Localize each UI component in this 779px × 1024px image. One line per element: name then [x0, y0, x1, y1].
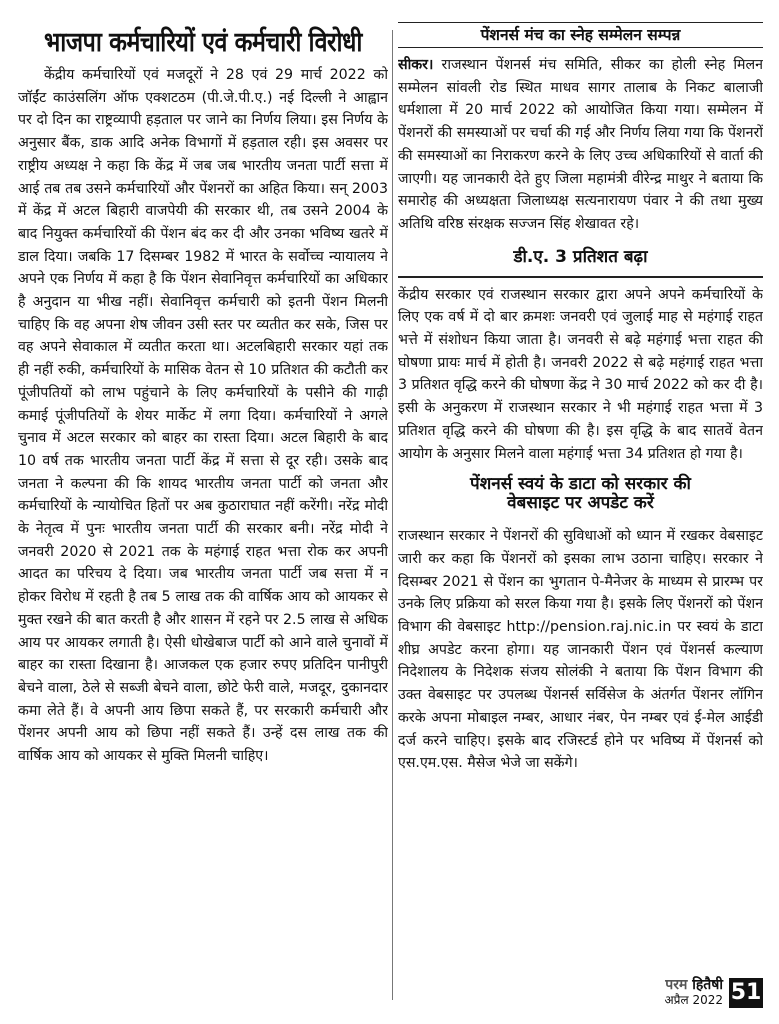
left-article-body: केंद्रीय कर्मचारियों एवं मजदूरों ने 28 एवं 29 मार्च 2022 को जॉईंट काउंसलिंग ऑफ एक्शटठम (पी.जे.पी.ए.) नई दिल्ली ने आह्वान पर दो दिन का राष्ट्रव्यापी हड़ताल पर जाने का निर्णय लिया। इस निर्णय के अनुसार बैंक, डाक आदि अनेक विभागों में हड़ताल रही। इस अवसर पर राष्ट्रीय अध्यक्ष ने कहा कि केंद्र में जब जब भारतीय जनता पार्टी सत्ता में आई तब तब उसने कर्मचारियों और पेंशनरों का अहित किया। सन् 2003 में केंद्र में अटल बिहारी वाजपेयी की सरकार थी, तब उसने 2004 के बाद नियुक्त कर्मचारियों की पेंशन बंद कर दी और उनका भविष्य खतरे में डाल दिया। जबकि 17 दिसम्बर 1982 में भारत के सर्वोच्च न्यायालय ने अपने एक निर्णय में कहा है कि पेंशन सेवानिवृत्त कर्मचारियों का अधिकार है अनुदान या भीख नहीं। सेवानिवृत्त कर्मचारी को इतनी पेंशन मिलनी चाहिए कि वह अपना शेष जीवन उसी स्तर पर व्यतीत कर सके, जिस पर वह अपने सेवाकाल में व्यतीत करता था। अटलबिहारी सरकार यहां तक ही नहीं रुकी, कर्मचारियों के मासिक वेतन से 10 प्रतिशत की कटौती कर पूंजीपतियों को लाभ पहुंचाने के लिए कर्मचारियों के पसीने की गाढ़ी कमाई पूंजीपतियों के शेयर मार्केट में लगा दिया। कर्मचारियों ने अगले चुनाव में अटल सरकार को बाहर का रास्ता दिया। अटल बिहारी के बाद 10 वर्ष तक भारतीय जनता पार्टी केंद्र में सत्ता से दूर रही। उसके बाद जनता ने कल्पना की कि शायद भारतीय जनता पार्टी को जनता और कर्मचारियों के न्यायोचित हितों पर अब कुठाराघात नहीं करेंगी। नरेंद्र मोदी के नेतृत्व में पुनः भारतीय जनता पार्टी की सरकार बनी। नरेंद्र मोदी ने जनवरी 2020 से 2021 तक के महंगाई राहत भत्ता रोक कर अपनी आदत का परिचय दे दिया। जब भारतीय जनता पार्टी जब सत्ता में न होकर विरोध में रहती है तब 5 लाख तक की वार्षिक आय को आयकर से मुक्त रखने की बात करती है और शासन में रहने पर 2.5 लाख से अधिक आय पर आयकर लगाती है। ऐसी धोखेबाज पार्टी को आने वाले चुनावों में बाहर का रास्ता दिखाना है। आजकल एक हजार रुपए प्रतिदिन पानीपुरी बेचने वाला, ठेले से सब्जी बेचने वाला, छोटे फेरी वाले, मजदूर, दुकानदार कमा लेते हैं। वे अपनी आय छिपा सकते हैं, पर सरकारी कर्मचारी और पेंशनर अपनी आय को छिपा नहीं सकते हैं। उन्हें दस लाख तक की वार्षिक आय को आयकर से मुक्ति मिलनी चाहिए।: [18, 67, 388, 765]
article2-rule: [398, 276, 763, 278]
article3-heading: [398, 475, 763, 513]
masthead: [665, 978, 724, 1008]
issue-date: अप्रैल 2022: [664, 993, 723, 1007]
article3-heading-line2: वेबसाइट पर अपडेट करें: [507, 493, 654, 514]
left-article-title: भाजपा कर्मचारियों एवं कर्मचारी विरोधी: [43, 27, 363, 58]
magazine-name-part1: परम: [665, 977, 688, 993]
article1-heading: पेंशनर्स मंच का स्नेह सम्मेलन सम्पन्न: [398, 22, 763, 48]
article3-heading-line1: पेंशनर्स स्वयं के डाटा को सरकार की: [470, 474, 691, 495]
page-number: 51: [729, 978, 763, 1008]
article2-heading: डी.ए. 3 प्रतिशत बढ़ा: [513, 246, 648, 267]
magazine-name-part2: हितैषी: [692, 977, 723, 993]
article1-text: राजस्थान पेंशनर्स मंच समिति, सीकर का होली स्नेह मिलन सम्मेलन सांवली रोड स्थित माधव सागर तालाब के निकट बालाजी धर्मशाला में 20 मार्च 2022 को आयोजित किया गया। सम्मेलन में पेंशनरों की समस्याओं पर चर्चा की गई और निर्णय लिया गया कि पेंशनरों की समस्याओं का निराकरण करने के लिए उच्च अधिकारियों से वार्ता की जाएगी। यह जानकारी देते हुए जिला महामंत्री वीरेन्द्र माथुर ने बताया कि समारोह की अध्यक्षता जिलाध्यक्ष सत्यनारायण पंवार ने की तथा मुख्य अतिथि वरिष्ठ संरक्षक सज्जन सिंह शेखावत रहे।: [398, 57, 763, 232]
left-column: [18, 0, 388, 1024]
column-divider: [392, 30, 393, 1000]
magazine-name: [665, 978, 724, 993]
article3-body: राजस्थान सरकार ने पेंशनरों की सुविधाओं को ध्यान में रखकर वेबसाइट जारी कर कहा कि पेंशनरों को इसका लाभ उठाना चाहिए। सरकार ने दिसम्बर 2021 से पेंशन का भुगतान पे-मैनेजर के माध्यम से प्रारम्भ पर उनके लिए प्रक्रिया को सरल किया गया है। इसके लिए पेंशनरों को पेंशन विभाग की वेबसाइट http://pension.raj.nic.in पर स्वयं के डाटा शीघ्र अपडेट करना होगा। यह जानकारी पेंशन एवं पेंशनर्स कल्याण निदेशालय के निदेशक संजय सोलंकी ने बताया कि पेंशन विभाग की उक्त वेबसाइट पर उपलब्ध पेंशनर्स सर्विसेज के अंतर्गत पेंशनर लॉगिन करके अपना मोबाइल नम्बर, आधार नंबर, पेन नम्बर एवं ई-मेल आईडी दर्ज करने चाहिए। इसके बाद रजिस्टर्ड होने पर भविष्य में पेंशनर्स को एस.एम.एस. मैसेज भेजे जा सकेंगे।: [398, 528, 763, 772]
article2-body: केंद्रीय सरकार एवं राजस्थान सरकार द्वारा अपने अपने कर्मचारियों के लिए एक वर्ष में दो बार क्रमशः जनवरी एवं जुलाई माह से महंगाई राहत भत्ते में संशोधन किया जाता है। जनवरी से बढ़े महंगाई भत्ता राहत की घोषणा प्रायः मार्च में होती है। जनवरी 2022 से बढ़े महंगाई राहत भत्ता 3 प्रतिशत वृद्धि करने की घोषणा केंद्र ने 30 मार्च 2022 को कर दी है। इसी के अनुकरण में राजस्थान सरकार ने भी महंगाई राहत भत्ता में 3 प्रतिशत वृद्धि करने की घोषणा की है। इस वृद्धि के बाद सातवें वेतन आयोग के अनुसार मिलने वाला महंगाई भत्ता 34 प्रतिशत हो गया है।: [398, 286, 763, 462]
right-column: [398, 0, 763, 1024]
article1-body: [398, 54, 763, 236]
article1-dateline: सीकर।: [398, 57, 434, 73]
page-footer: [665, 976, 764, 1010]
